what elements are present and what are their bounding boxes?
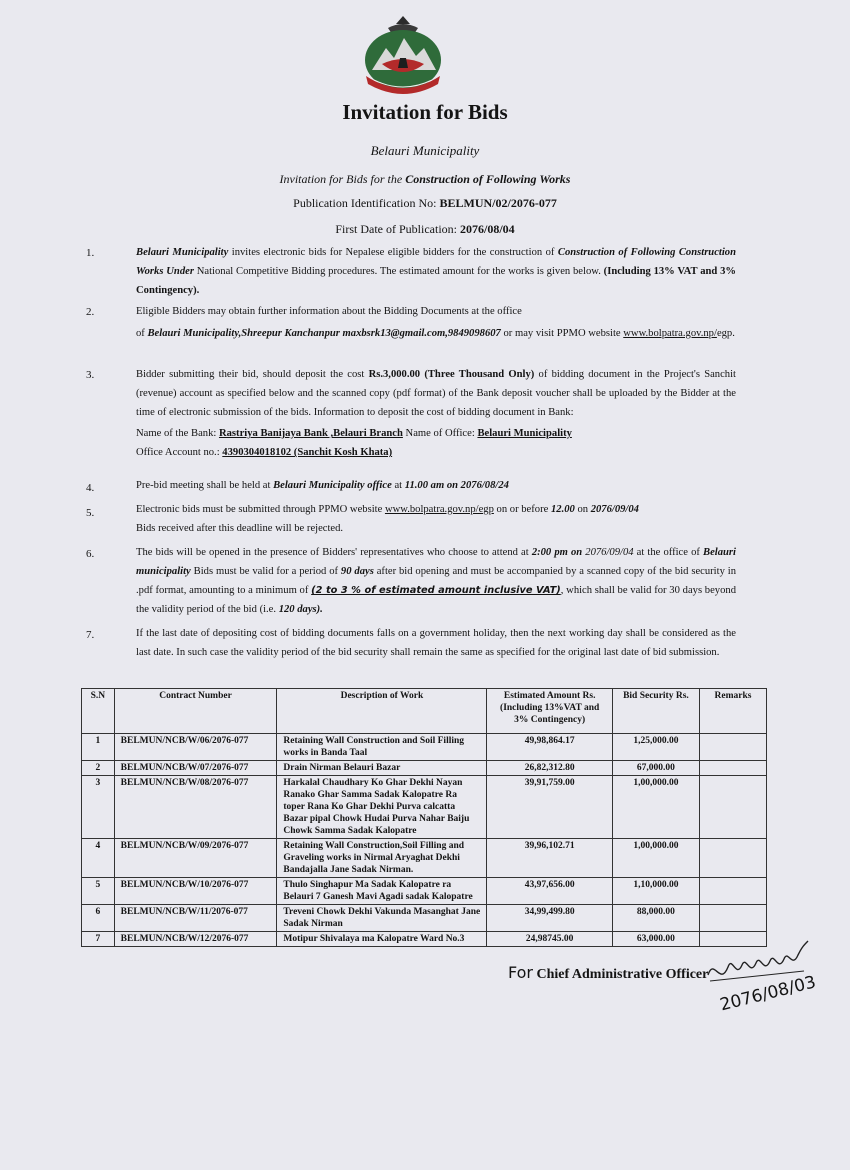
paragraph-3: Bidder submitting their bid, should deposit the cost Rs.3,000.00 (Three Thousand Only) of bidding document in the Project's Sanchit (revenue) account as specified below and the scanned copy (pdf format) of the Bank deposit voucher shall be uploaded by the Bidder at the time of electronic submission of the bids. Information to deposit the cost of bidding document in Bank: Name of the Bank: Rastriya Banijaya Bank ,Belauri Branch Name of Office: Belauri Municipality Office Account no.: 4390304018102 (Sanchit Kosh Khata) <box>136 369 736 458</box>
item-number: 7. <box>86 629 95 641</box>
cell-security: 63,000.00 <box>612 932 699 947</box>
col-header-remarks: Remarks <box>700 689 767 734</box>
item-number: 3. <box>86 369 95 381</box>
cell-security: 67,000.00 <box>612 761 699 776</box>
cell-description: Thulo Singhapur Ma Sadak Kalopatre ra Belauri 7 Ganesh Mavi Agadi sadak Kalopatre <box>277 878 487 905</box>
cell-sn: 6 <box>82 905 115 932</box>
cell-remarks <box>700 761 767 776</box>
bolpatra-link[interactable]: www.bolpatra.gov.np/ <box>623 328 717 339</box>
cell-description: Retaining Wall Construction,Soil Filling and Graveling works in Nirmal Aryaghat Dekhi Bandajalla Jane Sadak Nirman. <box>277 839 487 878</box>
col-header-sn: S.N <box>82 689 115 734</box>
table-row <box>82 734 767 761</box>
table-header-row <box>82 689 767 734</box>
item-number: 5. <box>86 507 95 519</box>
cell-security: 1,00,000.00 <box>612 839 699 878</box>
cell-sn: 2 <box>82 761 115 776</box>
paragraph-1: Belauri Municipality invites electronic bids for Nepalese eligible bidders for the construction of Construction of Following Construction Works Under National Competitive Bidding procedures. The estimated amount for the works is given below. (Including 13% VAT and 3% Contingency). <box>136 247 736 296</box>
cell-sn: 1 <box>82 734 115 761</box>
cell-remarks <box>700 776 767 839</box>
cell-amount: 49,98,864.17 <box>487 734 612 761</box>
paragraph-7: If the last date of depositing cost of bidding documents falls on a government holiday, then the next working day shall be considered as the last date. In such case the validity period of the bid security shall remain the same as specified for the original last date of bid submission. <box>136 628 736 658</box>
cell-contract: BELMUN/NCB/W/08/2076-077 <box>114 776 277 839</box>
table-row <box>82 878 767 905</box>
paragraph-4: Pre-bid meeting shall be held at Belauri Municipality office at 11.00 am on 2076/08/24 <box>136 480 509 491</box>
cell-contract: BELMUN/NCB/W/07/2076-077 <box>114 761 277 776</box>
table-row <box>82 932 767 947</box>
item-number: 1. <box>86 247 95 259</box>
cell-security: 1,25,000.00 <box>612 734 699 761</box>
paragraph-6: The bids will be opened in the presence of Bidders' representatives who choose to attend at 2:00 pm on 2076/09/04 at the office of Belauri municipality Bids must be valid for a period of 90 days after bid opening and must be accompanied by a scanned copy of the bid security in .pdf format, amounting to a minimum of (2 to 3 % of estimated amount inclusive VAT), which shall be valid for 30 days beyond the validity period of the bid (i.e. 120 days). <box>136 547 736 615</box>
signatory-line: For Chief Administrative Officer <box>508 963 709 982</box>
cell-remarks <box>700 839 767 878</box>
col-header-security: Bid Security Rs. <box>612 689 699 734</box>
invitation-subtitle: Invitation for Bids for the Construction of Following Works <box>279 172 571 186</box>
cell-description: Treveni Chowk Dekhi Vakunda Masanghat Jane Sadak Nirman <box>277 905 487 932</box>
item-number: 2. <box>86 306 95 318</box>
table-row <box>82 839 767 878</box>
col-header-contract: Contract Number <box>114 689 277 734</box>
cell-description: Retaining Wall Construction and Soil Filling works in Banda Taal <box>277 734 487 761</box>
bolpatra-egp-link[interactable]: www.bolpatra.gov.np/egp <box>384 504 494 515</box>
cell-sn: 5 <box>82 878 115 905</box>
paragraph-5: Electronic bids must be submitted through PPMO website www.bolpatra.gov.np/egp on or before 12.00 on 2076/09/04 Bids received after this deadline will be rejected. <box>136 504 639 534</box>
cell-remarks <box>700 878 767 905</box>
col-header-amount: Estimated Amount Rs.(Including 13%VAT and 3% Contingency) <box>487 689 612 734</box>
cell-contract: BELMUN/NCB/W/11/2076-077 <box>114 905 277 932</box>
cell-amount: 26,82,312.80 <box>487 761 612 776</box>
municipality-name: Belauri Municipality <box>370 143 480 158</box>
item-number: 6. <box>86 548 95 560</box>
government-emblem-icon <box>358 14 448 96</box>
cell-security: 88,000.00 <box>612 905 699 932</box>
cell-sn: 3 <box>82 776 115 839</box>
page-title: Invitation for Bids <box>342 100 508 124</box>
cell-remarks <box>700 905 767 932</box>
cell-description: Harkalal Chaudhary Ko Ghar Dekhi Nayan Ranako Ghar Samma Sadak Kalopatre Ra toper Rana Ko Ghar Dekhi Purva calcatta Bazar pipal Chowk Hudai Purva Nahar Baiju Chowk Samma Sadak Kalopatre <box>277 776 487 839</box>
contracts-table <box>81 688 767 947</box>
cell-amount: 34,99,499.80 <box>487 905 612 932</box>
cell-contract: BELMUN/NCB/W/09/2076-077 <box>114 839 277 878</box>
cell-remarks <box>700 734 767 761</box>
cell-amount: 39,91,759.00 <box>487 776 612 839</box>
publication-id: Publication Identification No: BELMUN/02/2076-077 <box>293 196 557 210</box>
paragraph-2: Eligible Bidders may obtain further information about the Bidding Documents at the office of Belauri Municipality,Shreepur Kanchanpur maxbsrk13@gmail.com,9849098607 or may visit PPMO website www.bolpatra.gov.np/egp. <box>136 306 735 339</box>
item-number: 4. <box>86 482 95 494</box>
cell-security: 1,00,000.00 <box>612 776 699 839</box>
cell-security: 1,10,000.00 <box>612 878 699 905</box>
cell-description: Motipur Shivalaya ma Kalopatre Ward No.3 <box>277 932 487 947</box>
cell-contract: BELMUN/NCB/W/12/2076-077 <box>114 932 277 947</box>
signed-date: 2076/08/03 <box>718 972 818 1016</box>
cell-contract: BELMUN/NCB/W/06/2076-077 <box>114 734 277 761</box>
cell-description: Drain Nirman Belauri Bazar <box>277 761 487 776</box>
first-publication-date: First Date of Publication: 2076/08/04 <box>335 222 515 236</box>
table-row <box>82 761 767 776</box>
cell-sn: 7 <box>82 932 115 947</box>
table-row <box>82 905 767 932</box>
cell-amount: 24,98745.00 <box>487 932 612 947</box>
cell-contract: BELMUN/NCB/W/10/2076-077 <box>114 878 277 905</box>
col-header-description: Description of Work <box>277 689 487 734</box>
table-row <box>82 776 767 839</box>
cell-amount: 39,96,102.71 <box>487 839 612 878</box>
cell-amount: 43,97,656.00 <box>487 878 612 905</box>
cell-sn: 4 <box>82 839 115 878</box>
